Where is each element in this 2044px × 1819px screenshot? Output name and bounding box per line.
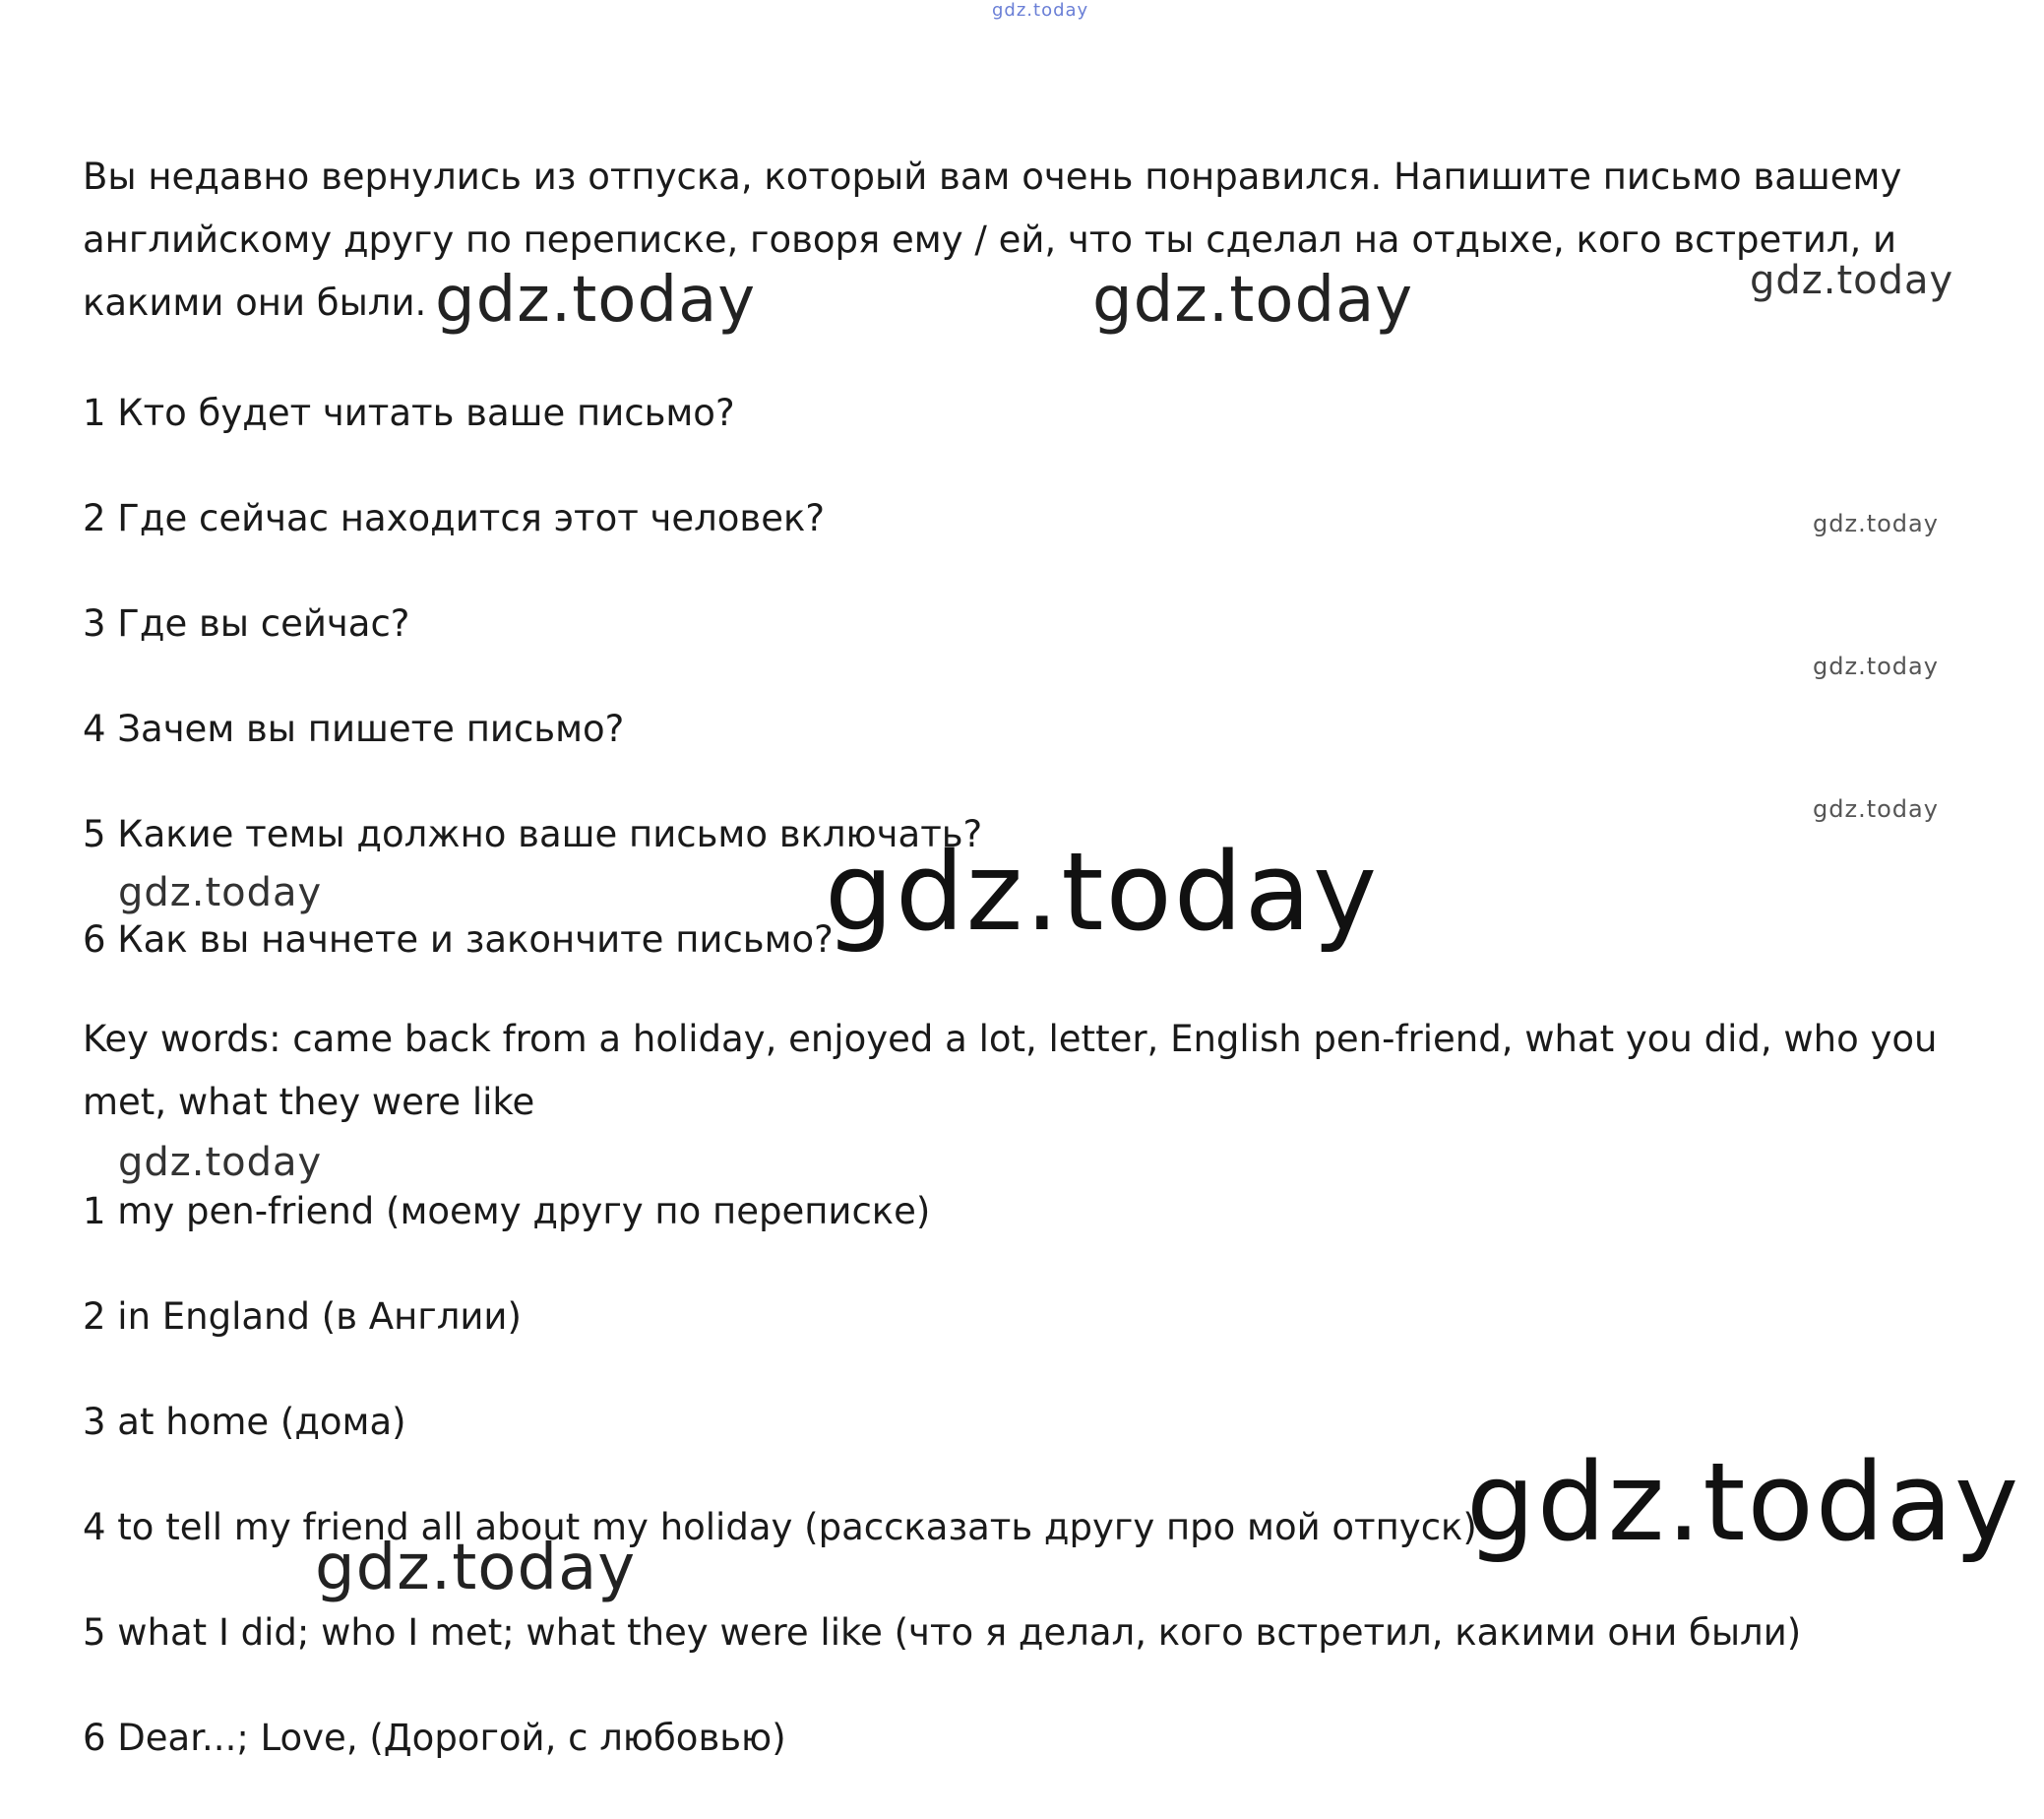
watermark: gdz.today <box>1813 510 1939 537</box>
answer-2: 2 in England (в Англии) <box>83 1295 522 1338</box>
watermark: gdz.today <box>118 870 323 915</box>
watermark: gdz.today <box>1092 264 1414 337</box>
answer-3: 3 at home (дома) <box>83 1401 406 1443</box>
answer-6: 6 Dear...; Love, (Дорогой, с любовью) <box>83 1717 786 1759</box>
question-4: 4 Зачем вы пишете письмо? <box>83 708 625 750</box>
answer-4: 4 to tell my friend all about my holiday (рассказать другу про мой отпуск) <box>83 1506 1477 1548</box>
question-1: 1 Кто будет читать ваше письмо? <box>83 392 735 434</box>
watermark: gdz.today <box>1466 1439 2021 1565</box>
key-words: Key words: came back from a holiday, enjoyed a lot, letter, English pen-friend, what you did, who you met, what they were like <box>83 1018 1938 1123</box>
watermark: gdz.today <box>825 829 1380 955</box>
watermark: gdz.today <box>1813 653 1939 680</box>
question-3: 3 Где вы сейчас? <box>83 602 410 645</box>
watermark: gdz.today <box>118 1140 323 1185</box>
answer-5: 5 what I did; who I met; what they were like (что я делал, кого встретил, какими они были) <box>83 1611 1802 1654</box>
task-intro: Вы недавно вернулись из отпуска, который вам очень понравился. Напишите письмо вашему английскому другу по переписке, говоря ему / ей, что ты сделал на отдыхе, кого встретил, и какими они были. <box>83 156 1902 324</box>
answer-1: 1 my pen-friend (моему другу по переписке) <box>83 1190 931 1232</box>
question-5: 5 Какие темы должно ваше письмо включать? <box>83 813 983 855</box>
watermark-top: gdz.today <box>992 0 1089 21</box>
watermark: gdz.today <box>1750 258 1954 303</box>
question-6: 6 Как вы начнете и закончите письмо? <box>83 918 834 961</box>
watermark: gdz.today <box>435 264 757 337</box>
watermark: gdz.today <box>1813 795 1939 823</box>
question-2: 2 Где сейчас находится этот человек? <box>83 497 825 539</box>
watermark: gdz.today <box>315 1532 637 1604</box>
